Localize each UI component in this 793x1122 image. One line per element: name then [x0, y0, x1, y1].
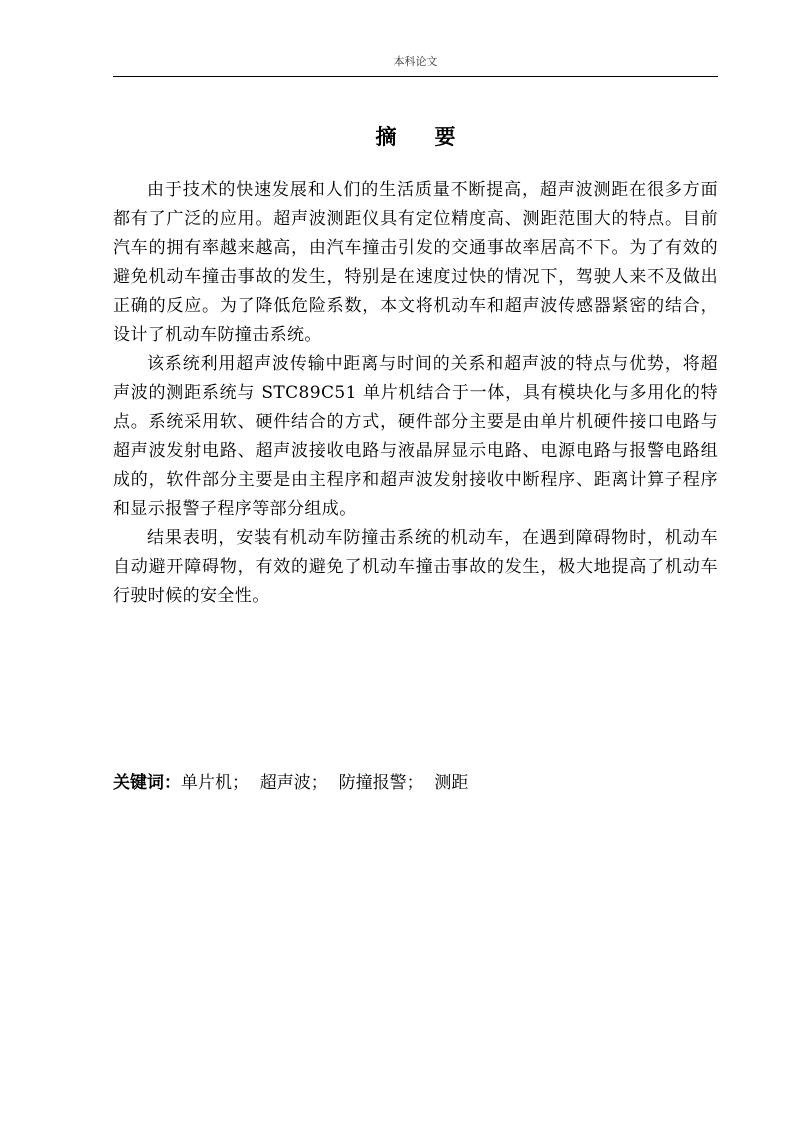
abstract-title: 摘要 — [375, 124, 494, 149]
header-rule — [113, 76, 718, 77]
abstract-paragraph-1: 由于技术的快速发展和人们的生活质量不断提高，超声波测距在很多方面都有了广泛的应用。超声波测距仪具有定位精度高、测距范围大的特点。目前汽车的拥有率越来越高，由汽车撞击引发的交通事故率居高不下。为了有效的避免机动车撞击事故的发生，特别是在速度过快的情况下，驾驶人来不及做出正确的反应。为了降低危险系数，本文将机动车和超声波传感器紧密的结合，设计了机动车防撞击系统。 — [113, 180, 718, 345]
keywords-label: 关键词： — [113, 773, 181, 793]
keywords-line — [113, 769, 718, 798]
abstract-paragraph-2: 该系统利用超声波传输中距离与时间的关系和超声波的特点与优势，将超声波的测距系统与 STC89C51 单片机结合于一体，具有模块化与多用化的特点。系统采用软、硬件结合的方式，硬件部分主要是由单片机硬件接口电路与超声波发射电路、超声波接收电路与液晶屏显示电路、电源电路与报警电路组成的，软件部分主要是由主程序和超声波发射接收中断程序、距离计算子程序和显示报警子程序等部分组成。 — [113, 354, 718, 519]
abstract-body — [113, 176, 718, 611]
keywords-terms: 单片机； 超声波； 防撞报警； 测距 — [181, 773, 469, 793]
abstract-paragraph-3: 结果表明，安装有机动车防撞击系统的机动车，在遇到障碍物时，机动车自动避开障碍物，有效的避免了机动车撞击事故的发生，极大地提高了机动车行驶时候的安全性。 — [113, 528, 718, 606]
running-header: 本科论文 — [393, 55, 438, 68]
